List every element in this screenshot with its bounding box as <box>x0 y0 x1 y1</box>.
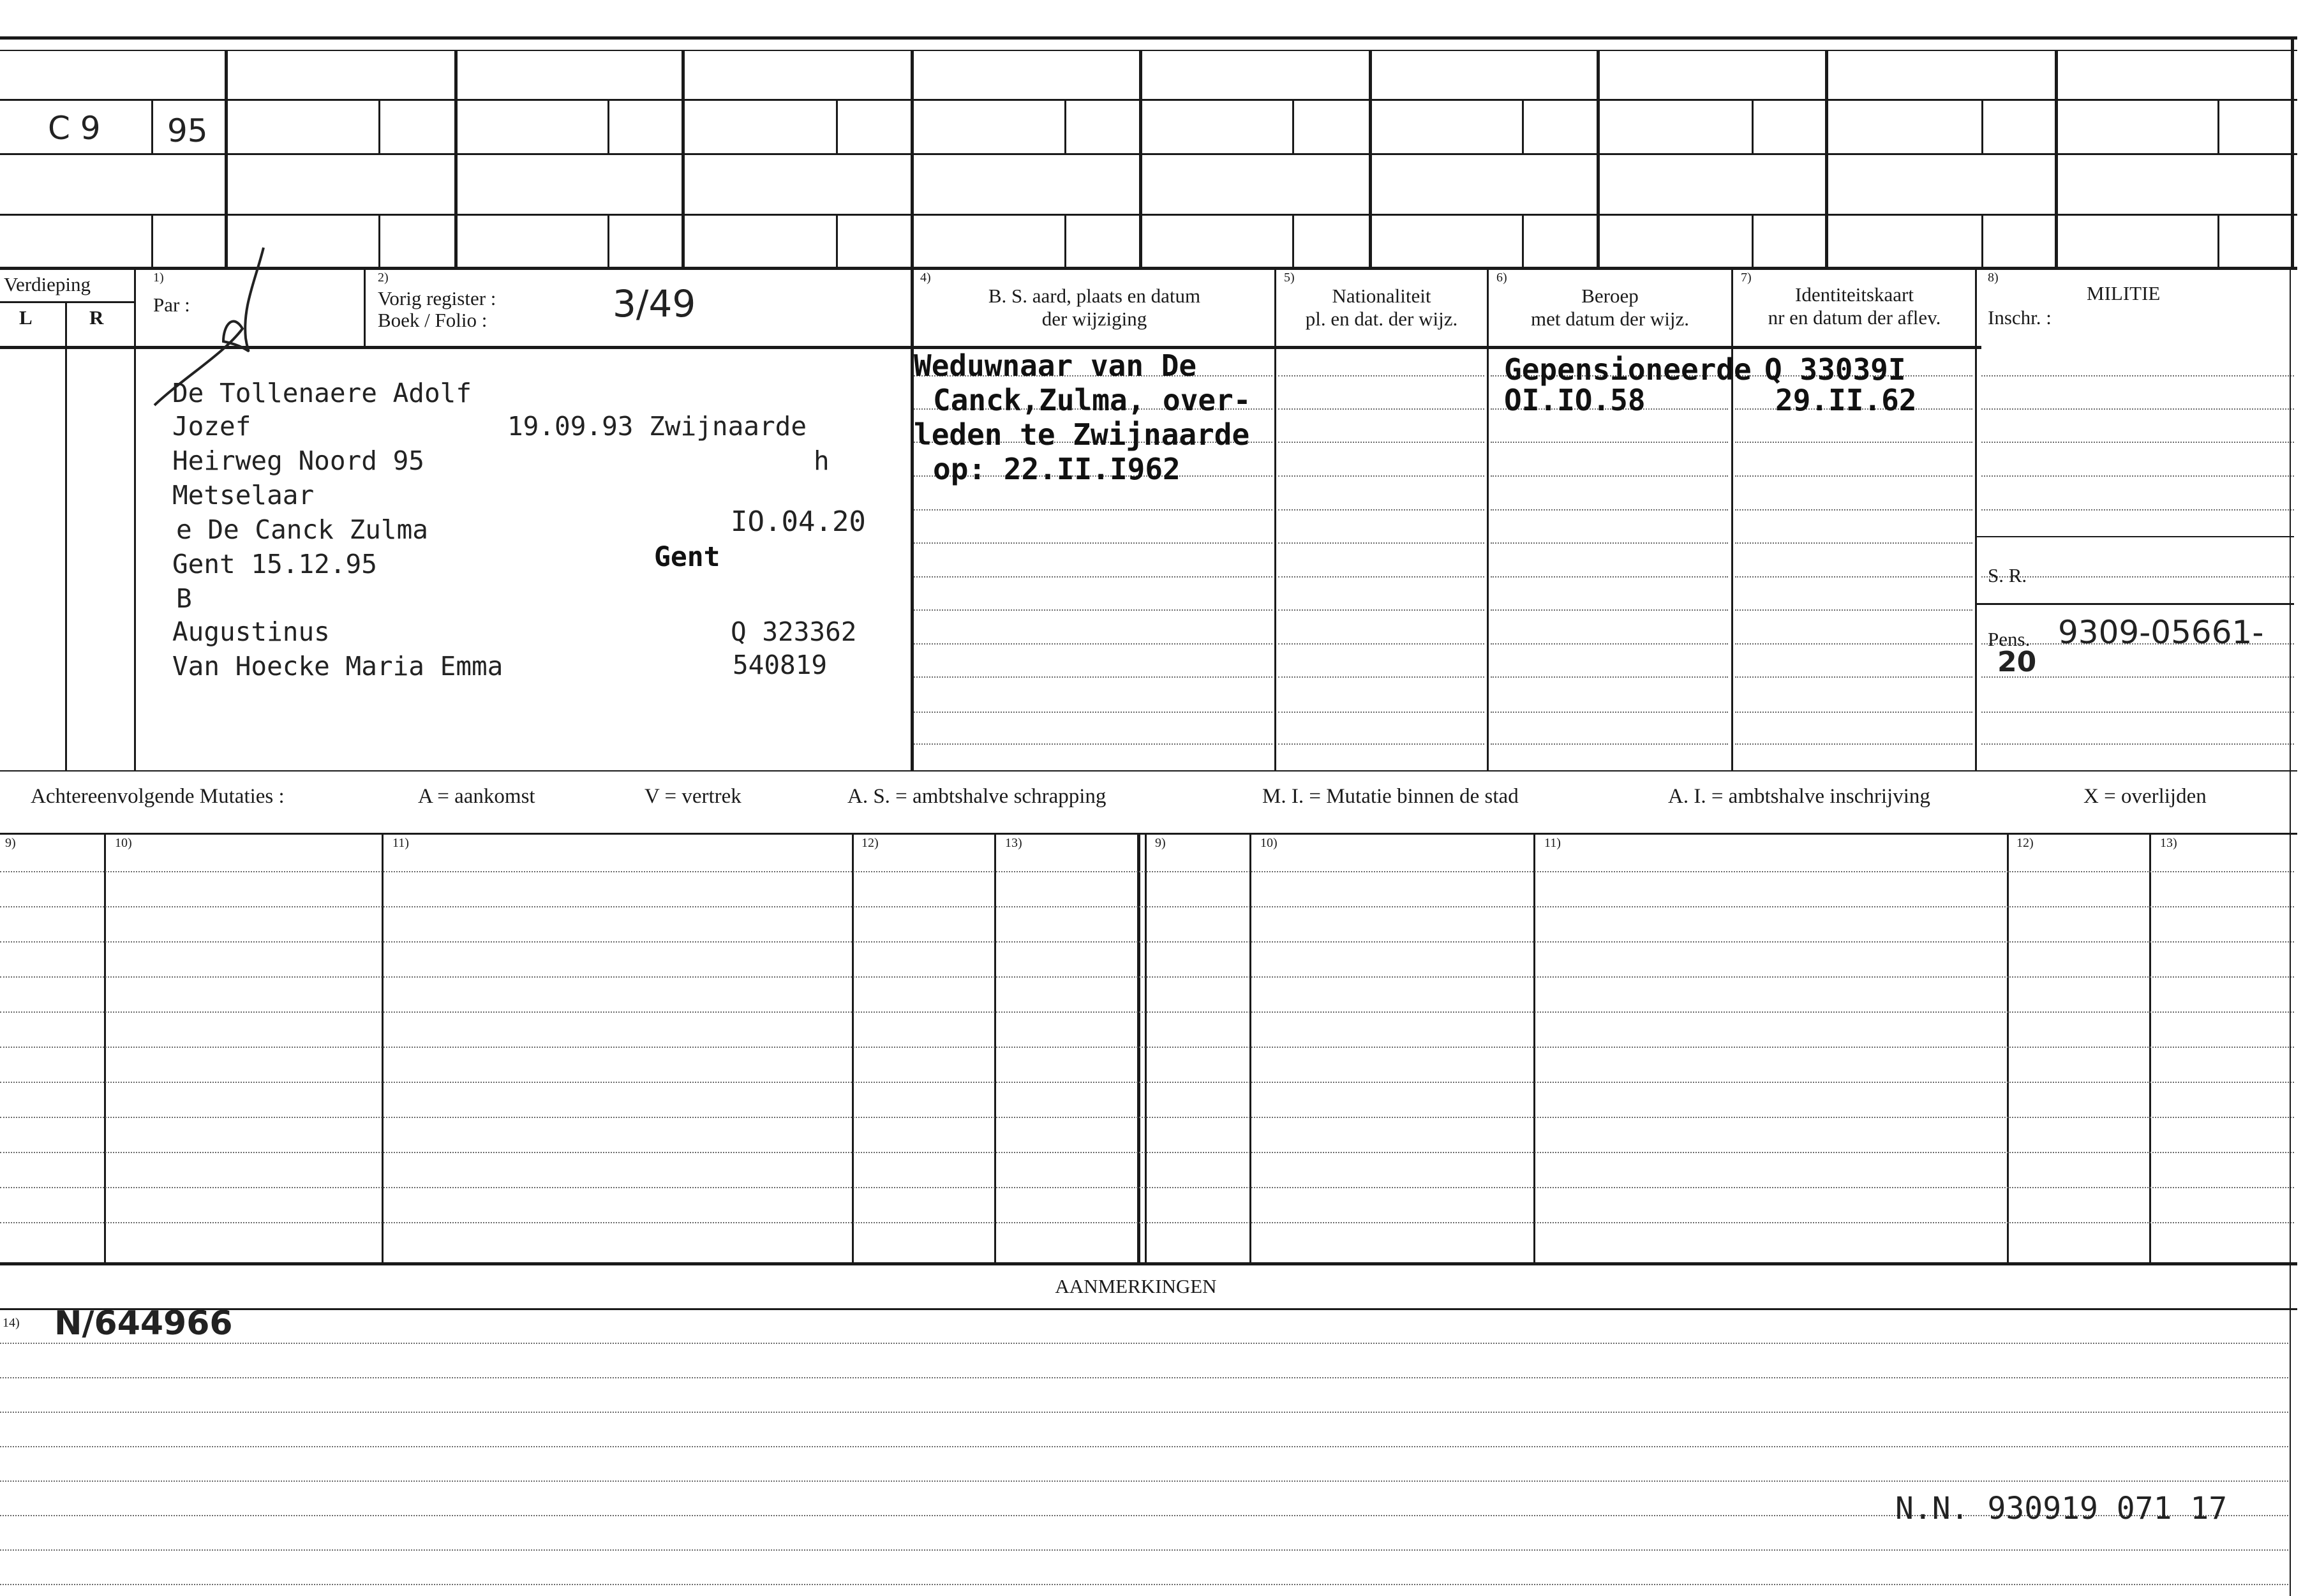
legend-x: X = overlijden <box>2083 785 2207 808</box>
marriage-place: Gent <box>654 541 720 573</box>
remarks-header-line <box>0 1308 2297 1310</box>
grid-subcol <box>1064 99 1066 153</box>
h4-num: 4) <box>920 271 931 285</box>
sr-pens-divider <box>1975 603 2294 605</box>
grid-subcol <box>1064 214 1066 267</box>
h8-num: 8) <box>1988 271 1999 285</box>
grid-col <box>1825 50 1828 267</box>
boek-folio-label: Boek / Folio : <box>378 309 488 331</box>
col-divider <box>1274 267 1276 771</box>
legend-a: A = aankomst <box>418 785 535 808</box>
mut-col-10b: 10) <box>1260 836 1278 850</box>
par-label: Par : <box>153 294 190 316</box>
mut-col-12: 12) <box>861 836 879 850</box>
mother-name: Van Hoecke Maria Emma <box>172 651 503 682</box>
person-h: h <box>814 445 830 476</box>
code-2: 540819 <box>733 650 828 680</box>
mutation-header-line <box>0 833 2297 835</box>
grid-bottom-line <box>0 267 2297 270</box>
nat-header-2: pl. en dat. der wijz. <box>1305 308 1458 330</box>
grid-subcol <box>1522 99 1524 153</box>
beroep-header-2: met datum der wijz. <box>1531 308 1689 330</box>
pens-value: 9309-05661- <box>2058 614 2264 651</box>
mut-col-11: 11) <box>392 836 409 850</box>
grid-subcol <box>2217 99 2219 153</box>
col-divider <box>1731 267 1733 771</box>
l-label: L <box>19 306 33 329</box>
grid-col <box>911 50 914 267</box>
h7-num: 7) <box>1741 271 1752 285</box>
grid-col <box>1597 50 1600 267</box>
grid-subcol <box>1292 214 1294 267</box>
grid-subcol <box>836 99 838 153</box>
mut-col-13: 13) <box>1005 836 1022 850</box>
remarks-title: AANMERKINGEN <box>1055 1275 1217 1297</box>
bs-line-2: Canck,Zulma, over- <box>933 383 1251 417</box>
person-line-1: De Tollenaere Adolf <box>172 378 472 408</box>
verdieping-divider <box>0 301 134 303</box>
grid-row-line <box>0 214 2297 216</box>
grid-subcol <box>1292 99 1294 153</box>
right-edge-line <box>2290 267 2291 1596</box>
mutations-title: Achtereenvolgende Mutaties : <box>31 785 285 808</box>
father-name: Augustinus <box>172 616 330 647</box>
col-l-r-divider <box>65 301 67 770</box>
grid-col <box>225 50 228 267</box>
person-occupation: Metselaar <box>172 480 315 511</box>
card-code: C 9 <box>48 110 101 147</box>
top-border <box>0 36 2297 40</box>
grid-col <box>1139 50 1142 267</box>
grid-row-line <box>0 153 2297 155</box>
pens-value-2: 20 <box>1997 646 2037 678</box>
grid-subcol <box>607 214 609 267</box>
grid-subcol <box>1752 214 1754 267</box>
grid-subcol <box>1522 214 1524 267</box>
grid-row-line <box>0 99 2297 101</box>
bs-line-4: op: 22.II.I962 <box>933 452 1181 486</box>
mut-col-11b: 11) <box>1544 836 1561 850</box>
beroep-value: Gepensioneerde <box>1504 352 1752 387</box>
grid-col <box>2291 36 2294 267</box>
mutation-top-line <box>0 770 2297 772</box>
pens-label: Pens. <box>1988 628 2031 650</box>
mut-col-10: 10) <box>115 836 132 850</box>
grid-subcol <box>1981 99 1983 153</box>
vorig-register-value: 3/49 <box>613 282 696 325</box>
militie-divider <box>1975 536 2294 537</box>
bs-header-1: B. S. aard, plaats en datum <box>988 285 1201 307</box>
bs-header-2: der wijziging <box>1041 308 1147 330</box>
grid-col <box>2055 50 2058 267</box>
inschr-label: Inschr. : <box>1988 306 2052 329</box>
beroep-date: OI.IO.58 <box>1504 383 1646 417</box>
sr-label: S. R. <box>1988 564 2027 586</box>
marriage-date: IO.04.20 <box>731 505 866 538</box>
h1-num: 1) <box>153 271 164 285</box>
id-number: Q 33039I <box>1764 352 1906 387</box>
legend-v: V = vertrek <box>645 785 741 808</box>
col-divider <box>911 267 914 771</box>
grid-subcol <box>378 214 380 267</box>
nn-number: N.N. 930919 071 17 <box>1895 1491 2228 1526</box>
card-number: 95 <box>167 112 208 149</box>
id-header-2: nr en datum der aflev. <box>1768 306 1941 329</box>
grid-col <box>454 50 458 267</box>
h5-num: 5) <box>1284 271 1295 285</box>
mut-col-12b: 12) <box>2016 836 2034 850</box>
col-divider <box>364 267 366 346</box>
grid-subcol <box>378 99 380 153</box>
h2-num: 2) <box>378 271 389 285</box>
grid-col <box>682 50 685 267</box>
vorig-register-label: Vorig register : <box>378 287 496 310</box>
col-divider <box>1975 267 1977 771</box>
grid-subcol <box>836 214 838 267</box>
mutation-bottom-line <box>0 1262 2297 1265</box>
remarks-value: N/644966 <box>54 1304 233 1343</box>
person-line-2: Jozef <box>172 411 251 442</box>
spouse-name: e De Canck Zulma <box>176 514 428 545</box>
militie-label: MILITIE <box>2087 282 2161 304</box>
grid-subcol <box>151 99 153 153</box>
person-address: Heirweg Noord 95 <box>172 445 424 476</box>
mut-col-9: 9) <box>5 836 16 850</box>
col-divider <box>1487 267 1489 771</box>
q-number: Q 323362 <box>731 616 857 647</box>
r-label: R <box>89 306 104 329</box>
grid-subcol <box>607 99 609 153</box>
grid-col <box>1369 50 1372 267</box>
grid-subcol <box>1752 99 1754 153</box>
beroep-header-1: Beroep <box>1581 285 1639 307</box>
top-border-inner <box>0 50 2297 51</box>
birth-info: 19.09.93 Zwijnaarde <box>507 411 807 442</box>
verdieping-label: Verdieping <box>4 273 91 295</box>
mut-col-13b: 13) <box>2160 836 2177 850</box>
bs-line-3: leden te Zwijnaarde <box>914 417 1250 452</box>
person-b: B <box>176 583 192 614</box>
legend-ai: A. I. = ambtshalve inschrijving <box>1668 785 1930 808</box>
legend-mi: M. I. = Mutatie binnen de stad <box>1262 785 1519 808</box>
spouse-birth: Gent 15.12.95 <box>172 549 377 579</box>
id-header-1: Identiteitskaart <box>1795 283 1914 306</box>
remarks-num: 14) <box>3 1316 20 1330</box>
grid-subcol <box>2217 214 2219 267</box>
grid-subcol <box>1981 214 1983 267</box>
mut-col-9b: 9) <box>1155 836 1166 850</box>
h6-num: 6) <box>1496 271 1507 285</box>
id-date: 29.II.62 <box>1775 383 1917 417</box>
col-divider <box>134 267 136 771</box>
nat-header-1: Nationaliteit <box>1332 285 1431 307</box>
legend-as: A. S. = ambtshalve schrapping <box>847 785 1107 808</box>
bs-line-1: Weduwnaar van De <box>914 348 1197 383</box>
